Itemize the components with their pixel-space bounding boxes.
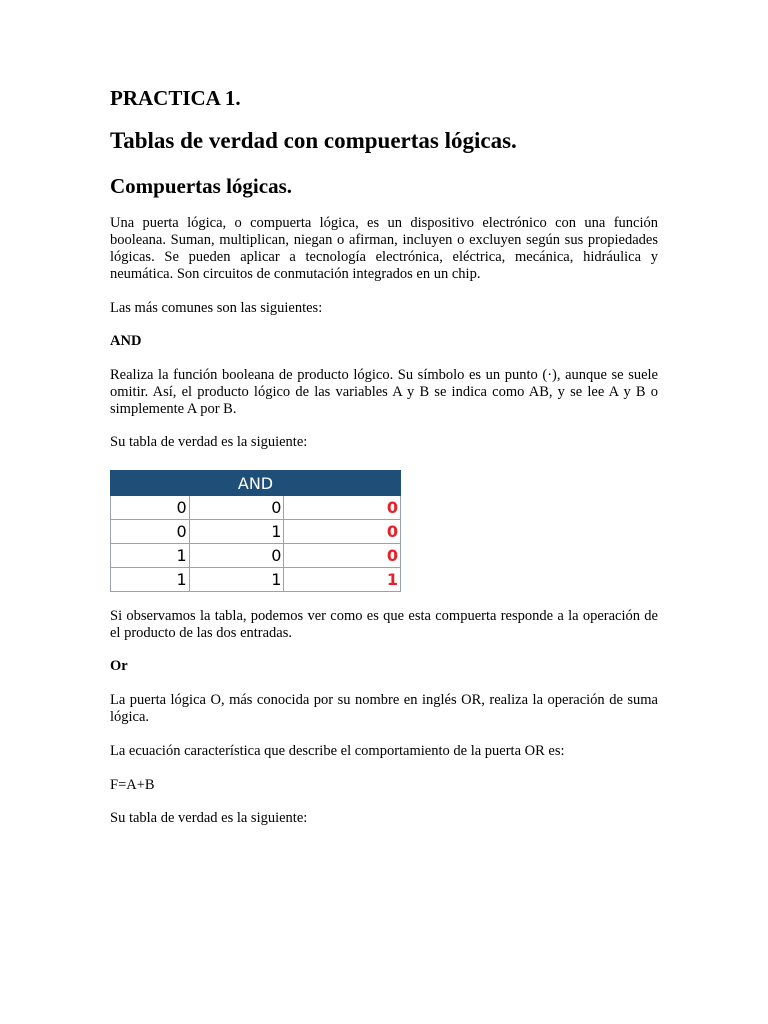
or-heading: Or [110, 658, 128, 674]
and-description: Realiza la función booleana de producto lógico. Su símbolo es un punto (·), aunque se suele omitir. Así, el producto lógico de las variables A y B se indica como AB, y se lee A y B o simplemente A por B. [110, 367, 658, 417]
table-row [111, 544, 401, 568]
input-b-cell: 1 [189, 568, 284, 592]
input-a-cell: 0 [111, 496, 190, 520]
and-observation: Si observamos la tabla, podemos ver como es que esta compuerta responde a la operación de el producto de las dos entradas. [110, 608, 658, 641]
output-cell: 0 [284, 520, 401, 544]
and-table-intro: Su tabla de verdad es la siguiente: [110, 434, 308, 450]
or-table-intro: Su tabla de verdad es la siguiente: [110, 810, 308, 826]
input-a-cell: 1 [111, 568, 190, 592]
or-description: La puerta lógica O, más conocida por su nombre en inglés OR, realiza la operación de suma lógica. [110, 692, 658, 725]
output-cell: 0 [284, 544, 401, 568]
input-a-cell: 1 [111, 544, 190, 568]
page-title: PRACTICA 1. [110, 86, 241, 110]
intro-paragraph: Una puerta lógica, o compuerta lógica, es un dispositivo electrónico con una función booleana. Suman, multiplican, niegan o afirman, incluyen o excluyen según sus propiedades lógicas. Se pueden aplicar a tecnología electrónica, eléctrica, mecánica, hidráulica y neumática. Son circuitos de conmutación integrados en un chip. [110, 215, 658, 282]
page-subtitle: Tablas de verdad con compuertas lógicas. [110, 128, 517, 153]
section-heading: Compuertas lógicas. [110, 174, 292, 198]
and-heading: AND [110, 333, 142, 349]
table-row [111, 520, 401, 544]
and-table-header: AND [111, 471, 401, 496]
table-row [111, 568, 401, 592]
and-truth-table [110, 470, 401, 592]
table-row [111, 496, 401, 520]
input-b-cell: 1 [189, 520, 284, 544]
input-b-cell: 0 [189, 496, 284, 520]
output-cell: 1 [284, 568, 401, 592]
output-cell: 0 [284, 496, 401, 520]
or-equation-intro: La ecuación característica que describe el comportamiento de la puerta OR es: [110, 743, 565, 759]
common-intro: Las más comunes son las siguientes: [110, 300, 323, 316]
or-equation: F=A+B [110, 777, 155, 793]
input-a-cell: 0 [111, 520, 190, 544]
input-b-cell: 0 [189, 544, 284, 568]
